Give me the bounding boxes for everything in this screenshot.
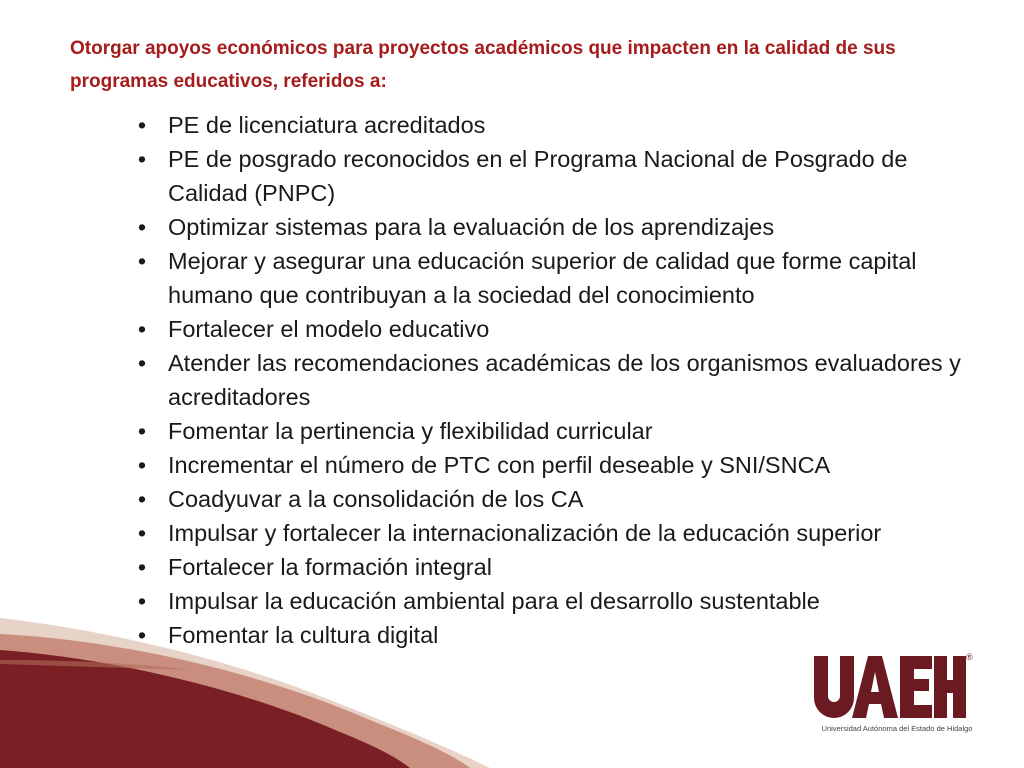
bullet-icon: • bbox=[137, 452, 147, 478]
bullet-icon: • bbox=[137, 112, 147, 138]
bullet-icon: • bbox=[137, 554, 147, 580]
list-item: • Impulsar la educación ambiental para el desarrollo sustentable bbox=[132, 584, 982, 618]
logo-caption: Universidad Autónoma del Estado de Hidalgo bbox=[821, 724, 973, 733]
list-item: • Fomentar la cultura digital bbox=[132, 618, 982, 652]
bullet-list bbox=[132, 108, 982, 652]
list-item: • PE de licenciatura acreditados bbox=[132, 108, 982, 142]
list-item: • PE de posgrado reconocidos en el Programa Nacional de Posgrado de Calidad (PNPC) bbox=[132, 142, 982, 210]
list-item: • Fomentar la pertinencia y flexibilidad curricular bbox=[132, 414, 982, 448]
list-item: • Atender las recomendaciones académicas de los organismos evaluadores y acreditadores bbox=[132, 346, 982, 414]
intro-heading: Otorgar apoyos económicos para proyectos académicos que impacten en la calidad de sus programas educativos, referidos a: bbox=[70, 38, 896, 92]
list-item: • Incrementar el número de PTC con perfil deseable y SNI/SNCA bbox=[132, 448, 982, 482]
registered-mark: ® bbox=[966, 652, 973, 662]
bullet-icon: • bbox=[137, 622, 147, 648]
bullet-icon: • bbox=[137, 146, 147, 172]
list-item: • Impulsar y fortalecer la internacionalización de la educación superior bbox=[132, 516, 982, 550]
bullet-icon: • bbox=[137, 316, 147, 342]
list-item: • Coadyuvar a la consolidación de los CA bbox=[132, 482, 982, 516]
bullet-icon: • bbox=[137, 520, 147, 546]
uaeh-wordmark-graphic bbox=[812, 652, 968, 722]
bullet-icon: • bbox=[137, 350, 147, 376]
bullet-icon: • bbox=[137, 486, 147, 512]
bullet-icon: • bbox=[137, 248, 147, 274]
uaeh-logo bbox=[812, 652, 982, 742]
bullet-icon: • bbox=[137, 588, 147, 614]
list-item: • Optimizar sistemas para la evaluación de los aprendizajes bbox=[132, 210, 982, 244]
bullet-icon: • bbox=[137, 214, 147, 240]
list-item: • Fortalecer el modelo educativo bbox=[132, 312, 982, 346]
list-item: • Mejorar y asegurar una educación superior de calidad que forme capital humano que contribuyan a la sociedad del conocimiento bbox=[132, 244, 982, 312]
list-item: • Fortalecer la formación integral bbox=[132, 550, 982, 584]
bullet-icon: • bbox=[137, 418, 147, 444]
